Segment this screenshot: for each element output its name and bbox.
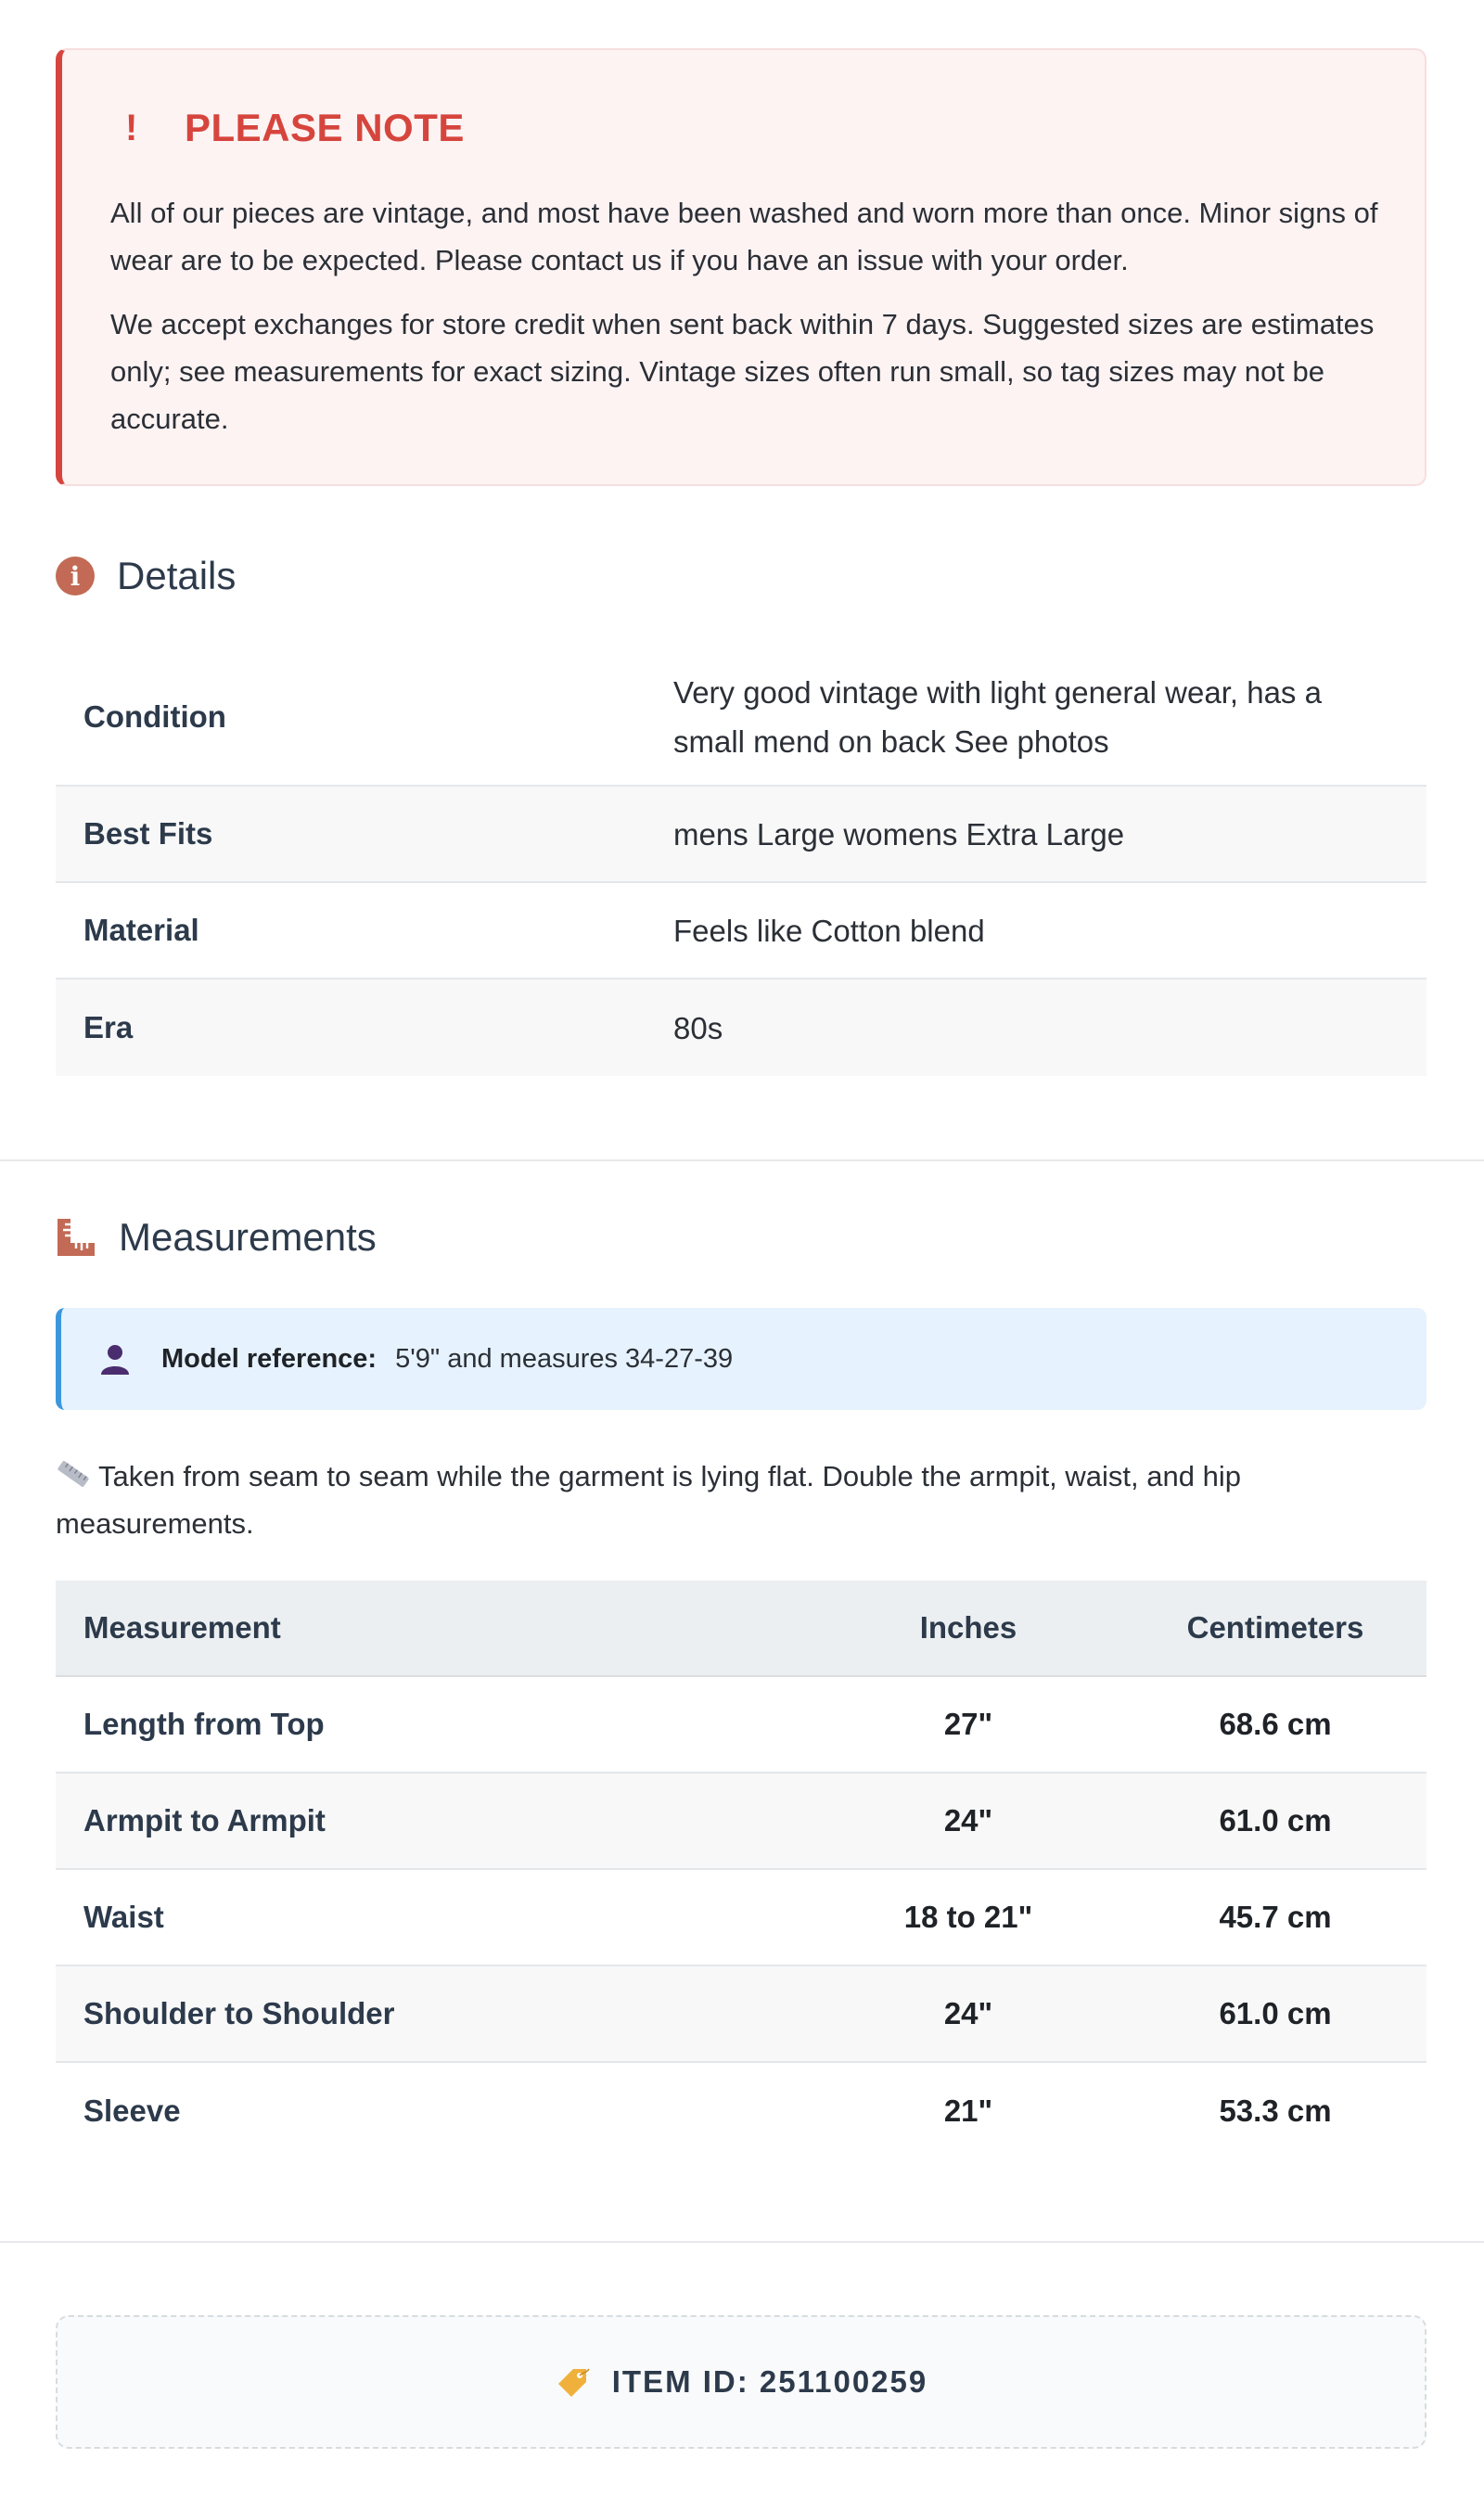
table-row: [56, 1966, 1426, 2063]
please-note-card: [56, 48, 1426, 486]
table-header: [56, 1581, 1426, 1677]
table-row: [56, 2063, 1426, 2159]
measurement-cm: 45.7 cm: [1219, 1900, 1332, 1934]
please-note-title: PLEASE NOTE: [185, 106, 465, 149]
exclamation-icon: !: [125, 107, 138, 148]
details-row-condition: [56, 649, 1426, 787]
measurement-cm: 61.0 cm: [1219, 1996, 1332, 2030]
item-id-box: [56, 2315, 1426, 2449]
pencil-ruler-icon: [56, 1458, 91, 1490]
please-note-header: [125, 106, 465, 150]
measurement-name: Sleeve: [83, 2094, 181, 2128]
table-row: [56, 1774, 1426, 1870]
model-reference-box: [56, 1308, 1426, 1410]
measurement-inches: 18 to 21": [903, 1900, 1033, 1934]
measurements-heading: [56, 1215, 377, 1260]
measurements-table: [56, 1581, 1426, 2159]
tag-icon: [555, 2363, 592, 2401]
details-heading: [56, 554, 236, 598]
item-id-text: ITEM ID: 251100259: [611, 2364, 928, 2399]
details-row-era: [56, 980, 1426, 1076]
details-value: 80s: [673, 1010, 723, 1045]
measurement-name: Shoulder to Shoulder: [83, 1996, 395, 2030]
measurement-note-text: Taken from seam to seam while the garment is lying flat. Double the armpit, waist, and hip measurements.: [56, 1460, 1241, 1540]
ruler-icon: [56, 1217, 96, 1258]
details-row-best-fits: [56, 787, 1426, 883]
measurement-cm: 61.0 cm: [1219, 1803, 1332, 1838]
info-icon: i: [56, 557, 95, 595]
details-label: Material: [83, 913, 199, 947]
details-row-material: [56, 883, 1426, 980]
measurement-inches: 27": [943, 1707, 993, 1741]
measurements-title: Measurements: [119, 1215, 377, 1259]
measurement-cm: 53.3 cm: [1219, 2094, 1332, 2128]
details-label: Condition: [83, 699, 226, 734]
header-inches: Inches: [919, 1610, 1017, 1645]
details-label: Era: [83, 1010, 134, 1044]
table-row: [56, 1677, 1426, 1774]
measurement-name: Armpit to Armpit: [83, 1803, 326, 1838]
details-value: mens Large womens Extra Large: [673, 816, 1125, 852]
section-divider: [0, 2241, 1484, 2243]
header-measurement: Measurement: [83, 1610, 281, 1645]
section-divider: [0, 1159, 1484, 1161]
details-table: [56, 649, 1426, 1076]
measurement-inches: 24": [943, 1996, 993, 2030]
measurement-inches: 24": [943, 1803, 993, 1838]
details-value: Very good vintage with light general wear, has a small mend on back See photos: [673, 675, 1322, 759]
header-centimeters: Centimeters: [1186, 1610, 1364, 1645]
please-note-paragraph-2: We accept exchanges for store credit when sent back within 7 days. Suggested sizes are estimates only; see measurements for exact sizing. Vintage sizes often run small, so tag sizes may not be accurate.: [110, 308, 1375, 435]
measurement-cm: 68.6 cm: [1219, 1707, 1332, 1741]
details-label: Best Fits: [83, 816, 213, 851]
model-reference-text: 5'9" and measures 34-27-39: [395, 1343, 734, 1374]
measurement-note: [56, 1453, 1373, 1547]
table-row: [56, 1870, 1426, 1966]
measurement-name: Length from Top: [83, 1707, 325, 1741]
please-note-paragraph-1: All of our pieces are vintage, and most have been washed and worn more than once. Minor signs of wear are to be expected. Please contact us if you have an issue with your order.: [110, 197, 1378, 276]
details-value: Feels like Cotton blend: [673, 913, 985, 948]
details-title: Details: [117, 554, 237, 597]
measurement-name: Waist: [83, 1900, 164, 1934]
person-icon: [98, 1342, 132, 1376]
measurement-inches: 21": [943, 2094, 993, 2128]
model-reference-label: Model reference:: [161, 1343, 377, 1374]
